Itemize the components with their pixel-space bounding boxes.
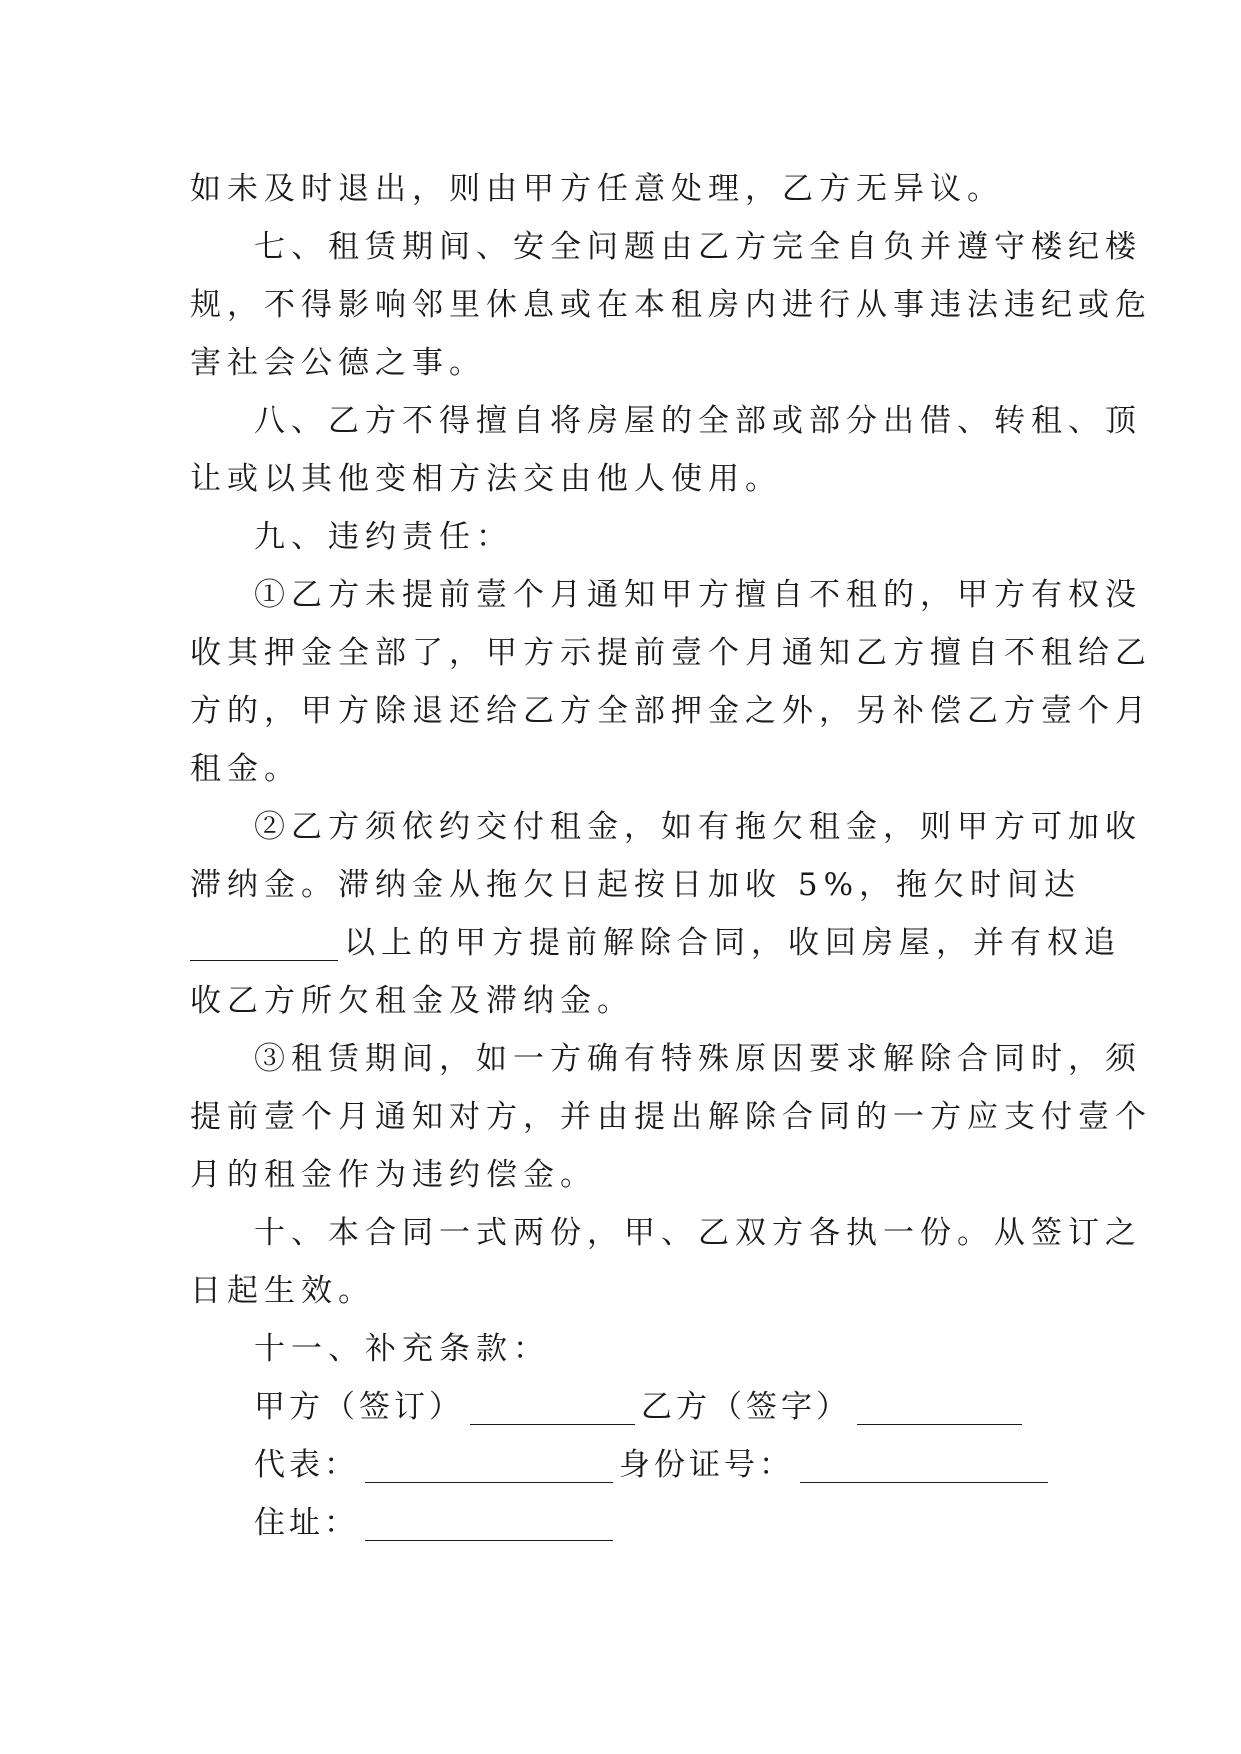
clause-nine-heading: 九、违约责任：	[254, 519, 513, 555]
clause-ten: 十、本合同一式两份，甲、乙双方各执一份。从签订之	[254, 1215, 1142, 1251]
representative-label: 代表：	[254, 1447, 359, 1483]
address-field[interactable]	[365, 1506, 613, 1541]
party-signature-row	[190, 1378, 1052, 1436]
paragraph-line: 月的租金作为违约偿金。	[190, 1157, 597, 1193]
representative-field[interactable]	[365, 1448, 613, 1483]
id-number-label: 身份证号：	[619, 1447, 794, 1483]
paragraph-line: 提前壹个月通知对方，并由提出解除合同的一方应支付壹个	[190, 1099, 1152, 1135]
paragraph-line	[190, 914, 1121, 972]
clause-nine-item-3: ③租赁期间，如一方确有特殊原因要求解除合同时，须	[254, 1041, 1142, 1077]
paragraph-line: 租金。	[190, 751, 301, 787]
party-a-signature-field[interactable]	[470, 1390, 635, 1425]
paragraph-line: 收其押金全部了，甲方示提前壹个月通知乙方擅自不租给乙	[190, 635, 1152, 671]
clause-nine-item-1: ①乙方未提前壹个月通知甲方擅自不租的，甲方有权没	[254, 577, 1142, 613]
paragraph-line: 收乙方所欠租金及滞纳金。	[190, 983, 634, 1019]
id-number-field[interactable]	[800, 1448, 1048, 1483]
clause-seven: 七、租赁期间、安全问题由乙方完全自负并遵守楼纪楼	[254, 229, 1142, 265]
paragraph-line: 方的，甲方除退还给乙方全部押金之外，另补偿乙方壹个月	[190, 693, 1152, 729]
paragraph-line: 让或以其他变相方法交由他人使用。	[190, 461, 782, 497]
party-a-label: 甲方（签订）	[254, 1389, 464, 1425]
overdue-period-blank[interactable]	[190, 926, 338, 961]
representative-row	[190, 1436, 1052, 1494]
clause-eight: 八、乙方不得擅自将房屋的全部或部分出借、转租、顶	[254, 403, 1142, 439]
paragraph-line: 害社会公德之事。	[190, 345, 486, 381]
paragraph-line: 如未及时退出，则由甲方任意处理，乙方无异议。	[190, 171, 1004, 207]
address-row	[190, 1494, 1052, 1552]
paragraph-line: 规，不得影响邻里休息或在本租房内进行从事违法违纪或危	[190, 287, 1152, 323]
address-label: 住址：	[254, 1505, 359, 1541]
clause-nine-item-2: ②乙方须依约交付租金，如有拖欠租金，则甲方可加收	[254, 809, 1142, 845]
paragraph-line: 滞纳金。滞纳金从拖欠日起按日加收 5%，拖欠时间达	[190, 867, 1082, 903]
clause-eleven-heading: 十一、补充条款：	[254, 1331, 550, 1367]
party-b-label: 乙方（签字）	[641, 1389, 851, 1425]
paragraph-text: 以上的甲方提前解除合同，收回房屋，并有权追	[344, 925, 1121, 961]
party-b-signature-field[interactable]	[857, 1390, 1022, 1425]
contract-page	[190, 160, 1152, 1552]
paragraph-line: 日起生效。	[190, 1273, 375, 1309]
